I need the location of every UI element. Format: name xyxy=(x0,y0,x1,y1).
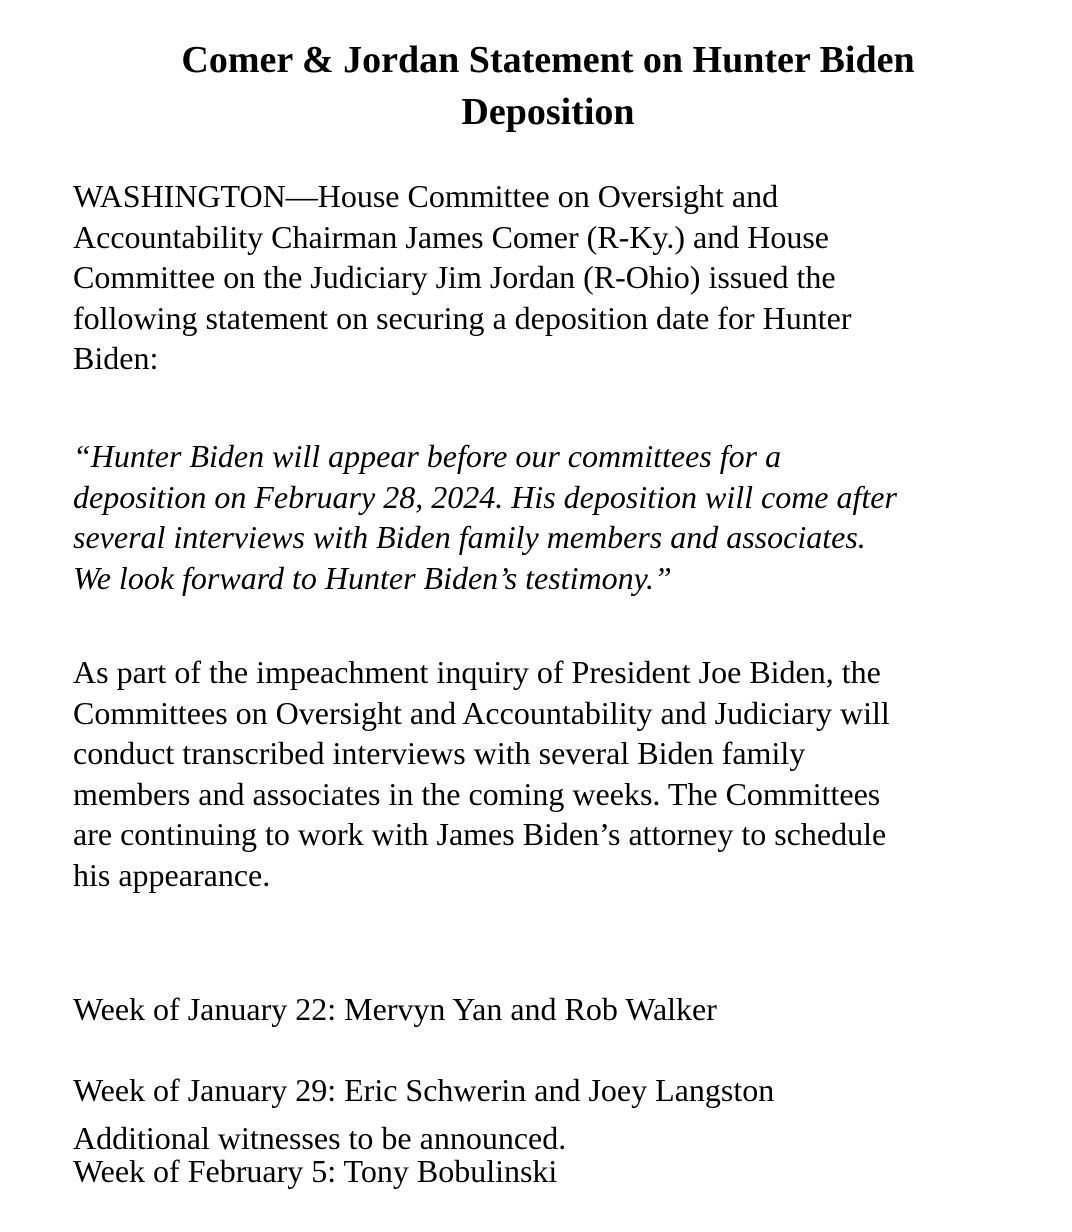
schedule-item: Week of February 5: Tony Bobulinski xyxy=(73,1152,558,1189)
schedule-item: Week of January 29: Eric Schwerin and Joey Langston xyxy=(73,1071,775,1108)
inquiry-paragraph: As part of the impeachment inquiry of President Joe Biden, the Committees on Oversight and Accountability and Judiciary will conduct transcribed interviews with several Biden family members and associates in the coming weeks. The Committees are continuing to work with James Biden’s attorney to schedule his appearance. xyxy=(73,654,890,893)
interview-schedule xyxy=(73,948,1033,1232)
quote-paragraph: “Hunter Biden will appear before our committees for a deposition on February 28, 2024. His deposition will come after several interviews with Biden family members and associates. We look forward to Hunter Biden’s testimony.” xyxy=(73,438,897,596)
closing-line: Additional witnesses to be announced. xyxy=(73,1120,567,1156)
intro-paragraph: WASHINGTON—House Committee on Oversight and Accountability Chairman James Comer (R-Ky.) and House Committee on the Judiciary Jim Jordan (R-Ohio) issued the following statement on securing a deposition date for Hunter Biden: xyxy=(73,178,852,376)
statement-title: Comer & Jordan Statement on Hunter Biden Deposition xyxy=(181,39,915,133)
schedule-item: Week of January 22: Mervyn Yan and Rob Walker xyxy=(73,990,717,1027)
